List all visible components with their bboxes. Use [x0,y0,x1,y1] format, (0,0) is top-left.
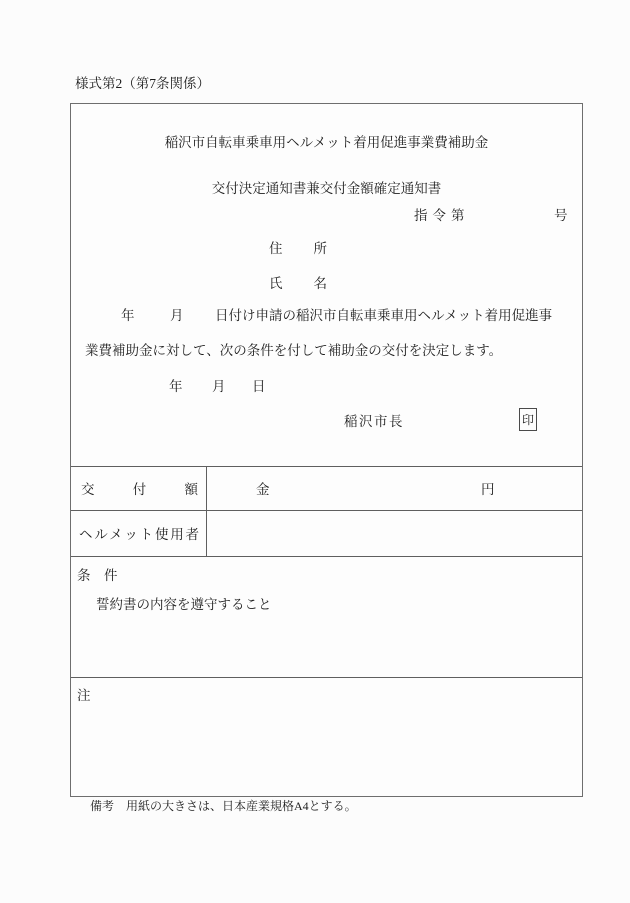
notice-title-line1: 稲沢市自転車乗車用ヘルメット着用促進事業費補助金 [164,135,489,150]
issue-date-month-label: 月 [212,379,226,394]
notice-box [70,103,583,797]
notice-title-line2: 交付決定通知書兼交付金額確定通知書 [211,181,442,196]
directive-number-suffix: 号 [554,208,568,223]
application-date-month-label: 月 [170,308,184,323]
table-divider-grant-bottom [71,510,582,511]
helmet-user-label: ヘルメット使用者 [79,527,199,542]
recipient-address-label: 住所 [269,241,327,256]
issue-date-year-label: 年 [169,379,183,394]
amount-suffix: 円 [481,482,495,497]
conditions-item: 誓約書の内容を遵守すること [96,597,272,612]
form-number-label: 様式第2（第7条関係） [75,76,210,91]
body-text-line2: 業費補助金に対して、次の条件を付して補助金の交付を決定します。 [85,343,503,358]
body-text-line1: 日付け申請の稲沢市自転車乗車用ヘルメット着用促進事 [215,308,553,323]
table-divider-conditions-bottom [71,677,582,678]
directive-number-prefix: 指令第 [414,208,470,223]
table-divider-top [71,466,582,467]
note-label: 注 [77,688,91,703]
grant-amount-label: 交付額 [81,482,198,497]
seal-label: 印 [521,413,534,427]
mayor-signature-label: 稲沢市長 [344,414,404,429]
recipient-name-label: 氏名 [269,276,327,291]
application-date-year-label: 年 [121,308,135,323]
remark-note: 備考 用紙の大きさは、日本産業規格A4とする。 [90,799,357,813]
conditions-label: 条 件 [77,568,118,583]
issue-date-day-label: 日 [252,379,266,394]
table-column-divider [206,466,207,556]
amount-prefix: 金 [256,482,270,497]
table-divider-helmet-bottom [71,556,582,557]
seal-placeholder [519,408,537,431]
